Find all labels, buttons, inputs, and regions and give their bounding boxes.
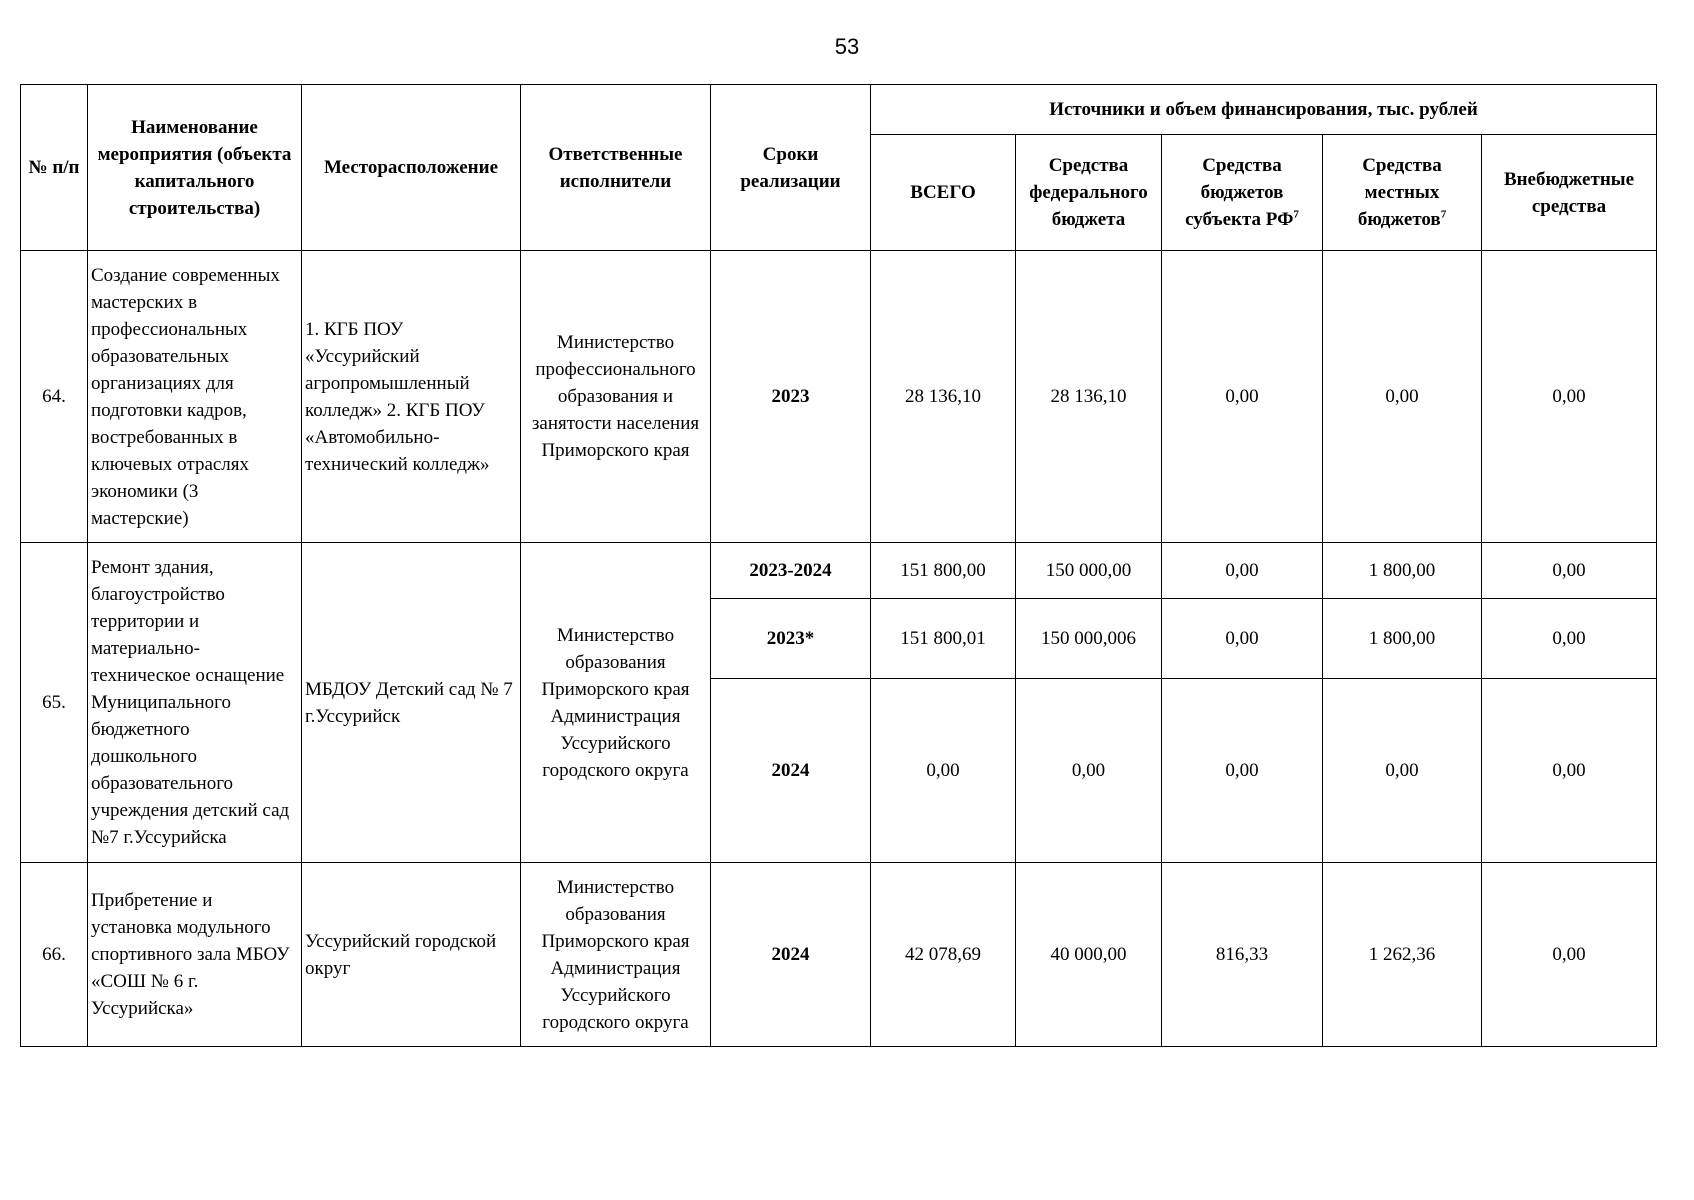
cell-federal: 150 000,00 xyxy=(1016,543,1162,599)
page-number: 53 xyxy=(834,34,860,59)
cell-federal: 28 136,10 xyxy=(1016,251,1162,543)
header-federal: Средства федерального бюджета xyxy=(1016,135,1162,251)
cell-total: 151 800,01 xyxy=(871,599,1016,679)
cell-subject: 0,00 xyxy=(1162,543,1323,599)
row-location: Уссурийский городской округ xyxy=(302,863,521,1047)
header-extra: Внебюджетные средства xyxy=(1482,135,1657,251)
row-responsible: Министерство образования Приморского края Администрация Уссурийского городского округа xyxy=(521,543,711,863)
cell-term: 2023-2024 xyxy=(711,543,871,599)
row-responsible: Министерство образования Приморского края Администрация Уссурийского городского округа xyxy=(521,863,711,1047)
cell-federal: 40 000,00 xyxy=(1016,863,1162,1047)
header-subject-footnote: 7 xyxy=(1293,208,1299,221)
cell-term: 2023 xyxy=(711,251,871,543)
row-name: Прибретение и установка модульного спортивного зала МБОУ «СОШ № 6 г. Уссурийска» xyxy=(88,863,302,1047)
header-row-1 xyxy=(21,85,1657,135)
cell-extra: 0,00 xyxy=(1482,679,1657,863)
header-num: № п/п xyxy=(21,85,88,251)
row-location: 1. КГБ ПОУ «Уссурийский агропромышленный колледж» 2. КГБ ПОУ «Автомобильно-технический колледж» xyxy=(302,251,521,543)
cell-local: 1 262,36 xyxy=(1323,863,1482,1047)
cell-term: 2024 xyxy=(711,863,871,1047)
row-responsible: Министерство профессионального образования и занятости населения Приморского края xyxy=(521,251,711,543)
row-name: Создание современных мастерских в профессиональных образовательных организациях для подготовки кадров, востребованных в ключевых отраслях экономики (3 мастерские) xyxy=(88,251,302,543)
cell-total: 0,00 xyxy=(871,679,1016,863)
header-sources: Источники и объем финансирования, тыс. рублей xyxy=(871,85,1657,135)
table-row xyxy=(21,543,1657,599)
cell-extra: 0,00 xyxy=(1482,543,1657,599)
cell-subject: 816,33 xyxy=(1162,863,1323,1047)
cell-term: 2023* xyxy=(711,599,871,679)
header-local-footnote: 7 xyxy=(1440,208,1447,221)
header-terms: Сроки реализации xyxy=(711,85,871,251)
header-subject xyxy=(1162,135,1323,251)
cell-term: 2024 xyxy=(711,679,871,863)
cell-extra: 0,00 xyxy=(1482,863,1657,1047)
cell-federal: 150 000,006 xyxy=(1016,599,1162,679)
row-num: 65. xyxy=(21,543,88,863)
cell-subject: 0,00 xyxy=(1162,679,1323,863)
cell-local: 0,00 xyxy=(1323,251,1482,543)
row-location: МБДОУ Детский сад № 7 г.Уссурийск xyxy=(302,543,521,863)
cell-local: 1 800,00 xyxy=(1323,543,1482,599)
row-name: Ремонт здания, благоустройство территории и материально-техническое оснащение Муниципального бюджетного дошкольного образовательного учреждения детский сад №7 г.Уссурийска xyxy=(88,543,302,863)
table-row xyxy=(21,251,1657,543)
header-subject-text: Средства бюджетов субъекта РФ xyxy=(1185,155,1294,230)
header-name: Наименование мероприятия (объекта капитального строительства) xyxy=(88,85,302,251)
cell-local: 0,00 xyxy=(1323,679,1482,863)
cell-subject: 0,00 xyxy=(1162,251,1323,543)
header-local xyxy=(1323,135,1482,251)
cell-total: 28 136,10 xyxy=(871,251,1016,543)
row-num: 64. xyxy=(21,251,88,543)
header-location: Месторасположение xyxy=(302,85,521,251)
cell-federal: 0,00 xyxy=(1016,679,1162,863)
table-row xyxy=(21,863,1657,1047)
cell-total: 151 800,00 xyxy=(871,543,1016,599)
cell-subject: 0,00 xyxy=(1162,599,1323,679)
header-total: ВСЕГО xyxy=(871,135,1016,251)
financing-table xyxy=(20,84,1657,1047)
header-local-text: Средства местных бюджетов xyxy=(1357,155,1442,230)
cell-extra: 0,00 xyxy=(1482,599,1657,679)
cell-extra: 0,00 xyxy=(1482,251,1657,543)
row-num: 66. xyxy=(21,863,88,1047)
cell-total: 42 078,69 xyxy=(871,863,1016,1047)
cell-local: 1 800,00 xyxy=(1323,599,1482,679)
header-responsible: Ответственные исполнители xyxy=(521,85,711,251)
